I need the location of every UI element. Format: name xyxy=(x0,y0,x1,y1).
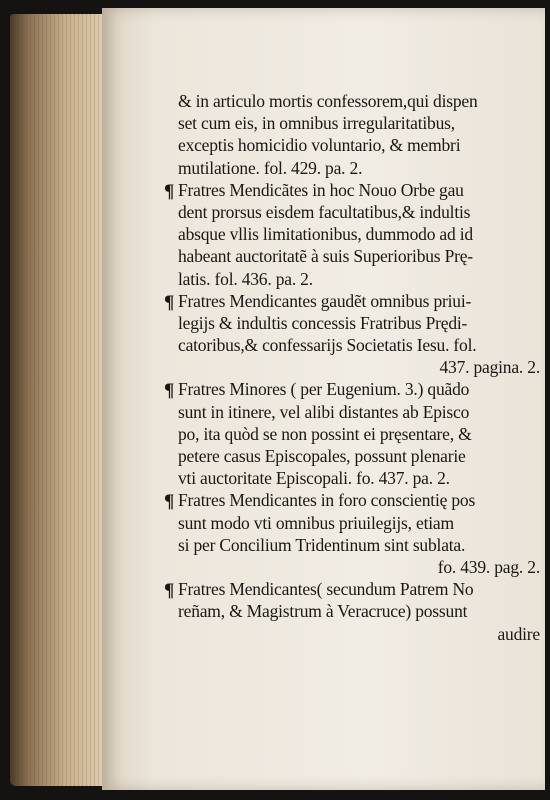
text-line xyxy=(164,179,540,202)
text-line xyxy=(164,489,540,513)
catchword: audire xyxy=(497,623,540,644)
entry xyxy=(164,290,540,379)
text-line xyxy=(164,578,540,602)
text-line-content: Fratres Mendicãtes in hoc Nouo Orbe gau xyxy=(178,179,464,200)
pilcrow-icon: ¶ xyxy=(164,291,175,313)
pilcrow-icon: ¶ xyxy=(164,580,175,602)
text-line-content: Fratres Minores ( per Eugenium. 3.) quãdo xyxy=(178,379,470,400)
folio-reference: fo. 439. pag. 2. xyxy=(437,556,540,577)
text-line-content: Fratres Mendicantes( secundum Patrem No xyxy=(178,579,474,600)
text-line: po, ita quòd se non possint ei pręsentare, & xyxy=(178,423,472,444)
text-line: sunt modo vti omnibus priuilegijs, etiam xyxy=(178,512,454,533)
text-line: latis. fol. 436. pa. 2. xyxy=(178,268,313,289)
text-line: si per Concilium Tridentinum sint sublata. xyxy=(178,534,466,555)
text-line: sunt in itinere, vel alibi distantes ab Episco xyxy=(178,401,470,422)
text-line: reñam, & Magistrum à Veracruce) possunt xyxy=(178,601,468,622)
text-block xyxy=(164,90,540,645)
text-line: vti auctoritate Episcopali. fo. 437. pa. 2. xyxy=(178,468,450,489)
text-line: petere casus Episcopales, possunt plenarie xyxy=(178,446,466,466)
text-line: dent prorsus eisdem facultatibus,& indultis xyxy=(178,201,471,222)
text-line: catoribus,& confessarijs Societatis Iesu. fol. xyxy=(178,335,477,356)
text-line-content: Fratres Mendicantes in foro conscientię pos xyxy=(178,490,476,511)
text-line: habeant auctoritatẽ à suis Superioribus Prę- xyxy=(178,246,473,267)
entry xyxy=(164,489,540,578)
pilcrow-icon: ¶ xyxy=(164,180,175,202)
pilcrow-icon: ¶ xyxy=(164,491,175,513)
entry xyxy=(164,179,540,290)
text-line-content: Fratres Mendicantes gaudẽt omnibus priui- xyxy=(178,290,472,311)
pilcrow-icon: ¶ xyxy=(164,380,175,402)
text-line: absque vllis limitationibus, dummodo ad id xyxy=(178,224,473,245)
text-line xyxy=(164,290,540,313)
text-line: set cum eis, in omnibus irregularitatibus, xyxy=(178,113,455,134)
entry xyxy=(164,378,540,489)
text-line: & in articulo mortis confessorem,qui dispen xyxy=(178,91,478,111)
text-line: legijs & indultis concessis Fratribus Prędi- xyxy=(178,312,468,333)
text-line xyxy=(164,378,540,402)
text-line: mutilatione. fol. 429. pa. 2. xyxy=(178,157,363,178)
folio-reference: 437. pagina. 2. xyxy=(439,357,540,378)
entry xyxy=(178,90,540,179)
entry xyxy=(164,578,540,645)
page-edges xyxy=(10,14,112,786)
text-line: exceptis homicidio voluntario, & membri xyxy=(178,135,461,156)
